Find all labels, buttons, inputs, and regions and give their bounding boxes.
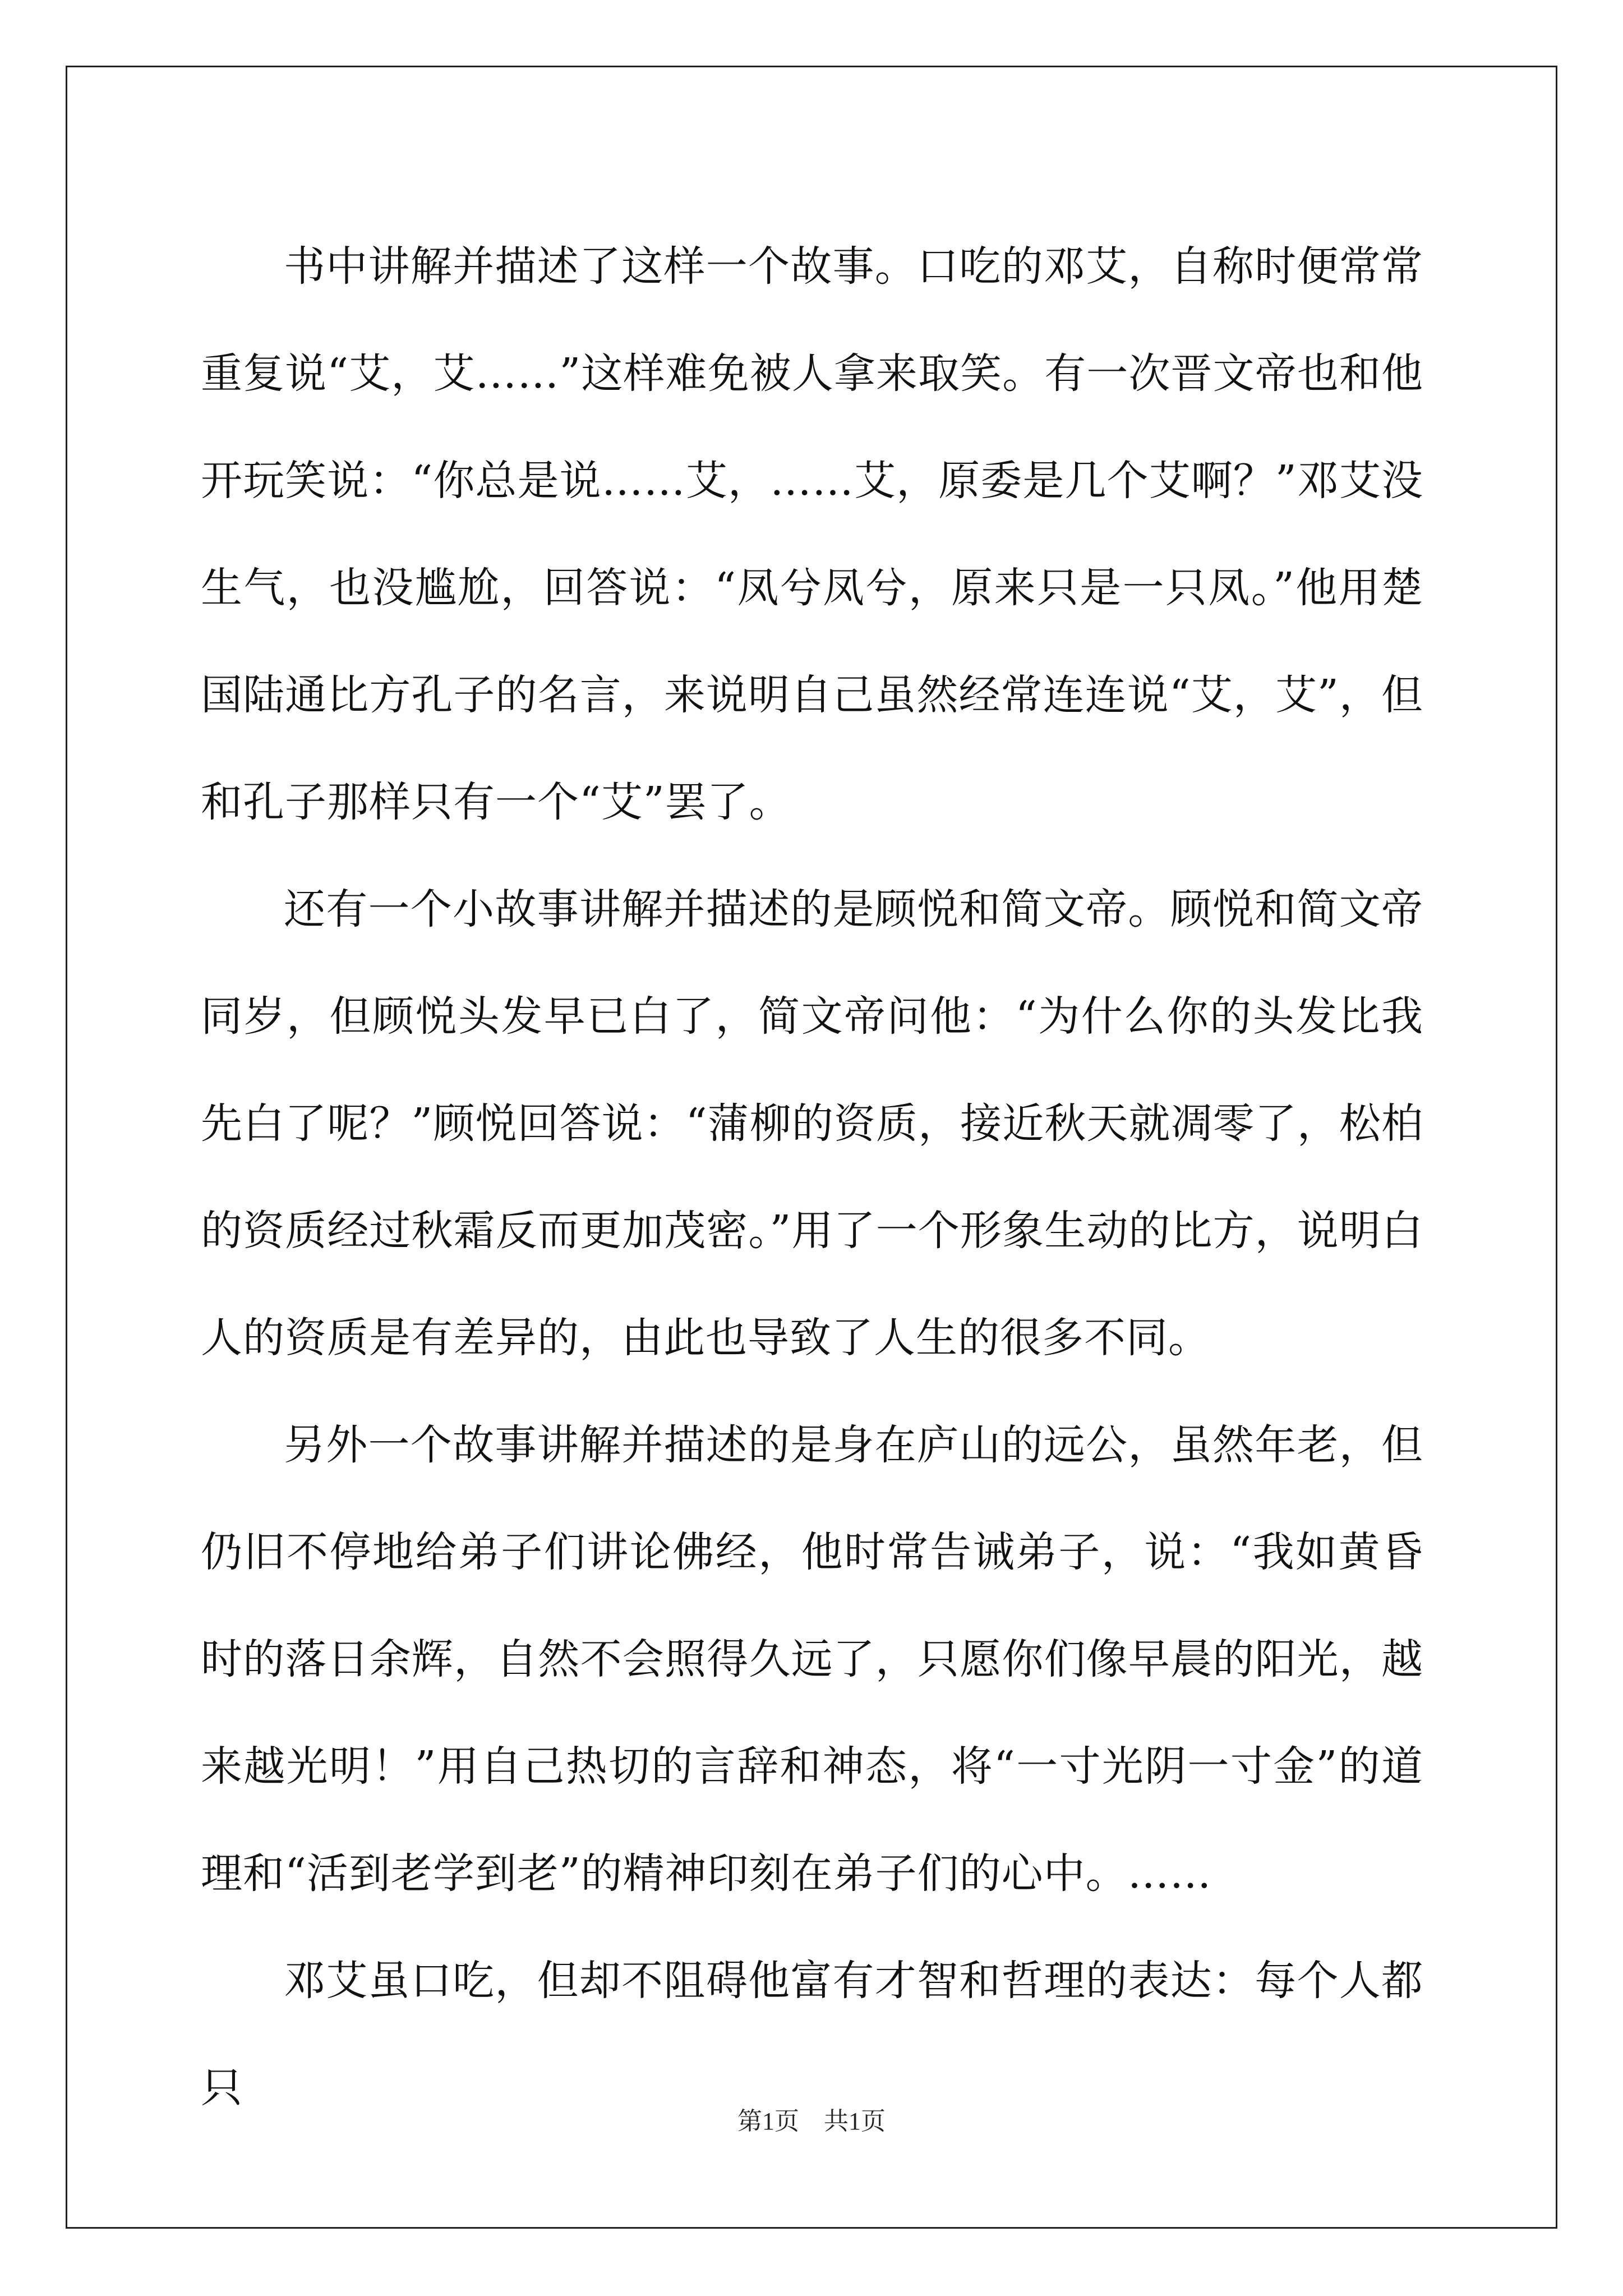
document-body: [201, 213, 1423, 2142]
paragraph-3: 另外一个故事讲解并描述的是身在庐山的远公，虽然年老，但仍旧不停地给弟子们讲论佛经，他时常告诫弟子，说：“我如黄昏时的落日余辉，自然不会照得久远了，只愿你们像早晨的阳光，越来越光明！”用自己热切的言辞和神态，将“一寸光阴一寸金”的道理和“活到老学到老”的精神印刻在弟子们的心中。……: [201, 1421, 1423, 1898]
paragraph-4: 邓艾虽口吃，但却不阻碍他富有才智和哲理的表达：每个人都只: [201, 1957, 1423, 2112]
page-number: 第1页: [737, 2108, 799, 2135]
page-total: 共1页: [824, 2108, 886, 2135]
paragraph-1: 书中讲解并描述了这样一个故事。口吃的邓艾，自称时便常常重复说“艾，艾……”这样难免被人拿来取笑。有一次晋文帝也和他开玩笑说：“你总是说……艾，……艾，原委是几个艾啊？”邓艾没生气，也没尴尬，回答说：“凤兮凤兮，原来只是一只凤。”他用楚国陆通比方孔子的名言，来说明自己虽然经常连连说“艾，艾”，但和孔子那样只有一个“艾”罢了。: [201, 242, 1423, 826]
paragraph-2: 还有一个小故事讲解并描述的是顾悦和简文帝。顾悦和简文帝同岁，但顾悦头发早已白了，简文帝问他：“为什么你的头发比我先白了呢？”顾悦回答说：“蒲柳的资质，接近秋天就凋零了，松柏的资质经过秋霜反而更加茂密。”用了一个形象生动的比方，说明白人的资质是有差异的，由此也导致了人生的很多不同。: [201, 885, 1423, 1362]
page-footer: [0, 2101, 1623, 2137]
